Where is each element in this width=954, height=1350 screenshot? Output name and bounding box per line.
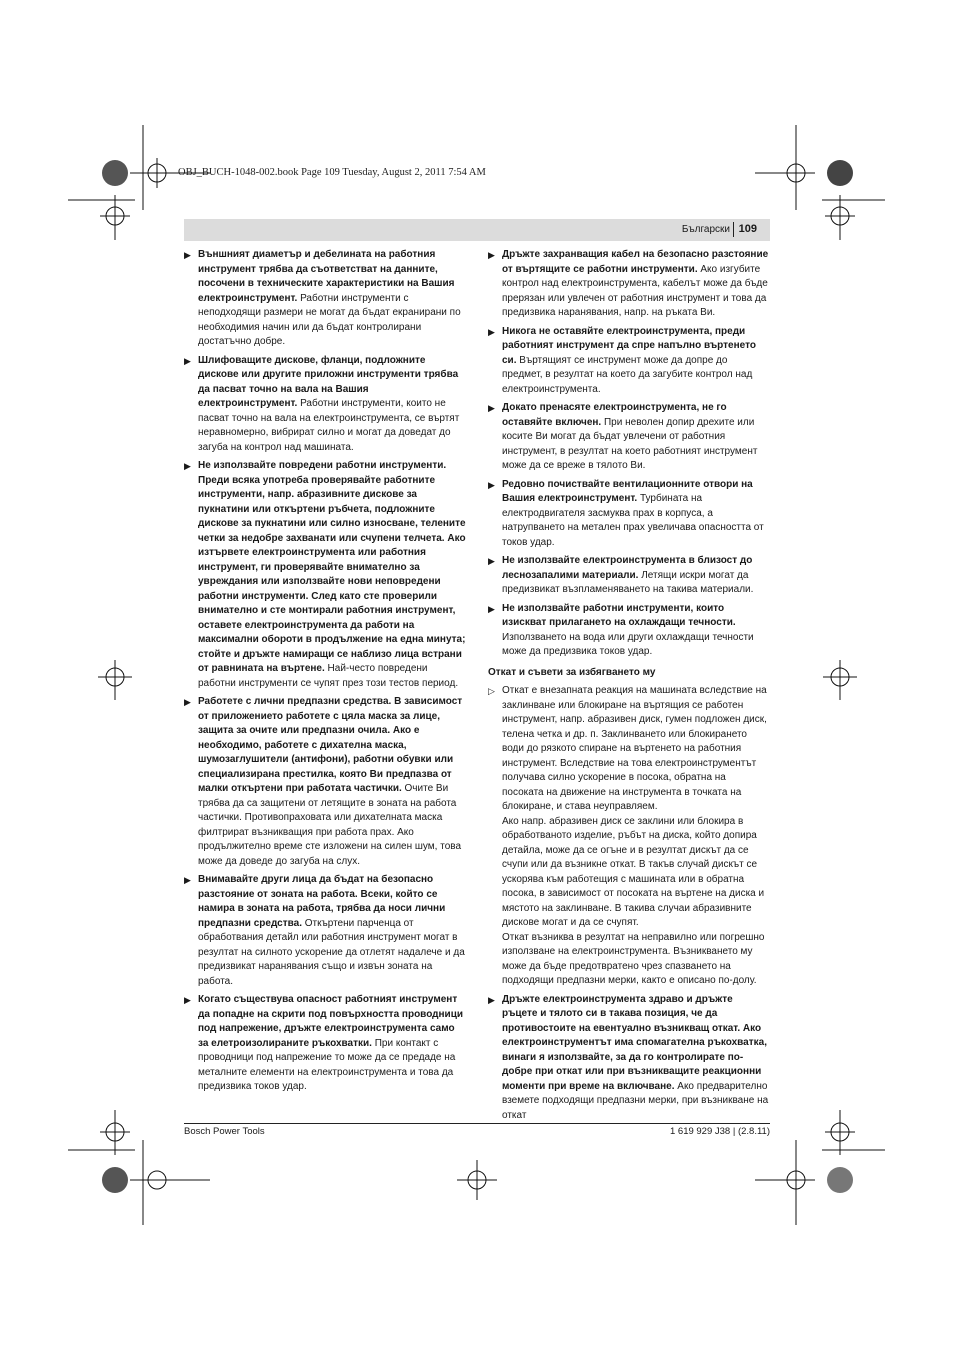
bullet-triangle-icon: ▶ (488, 603, 495, 614)
safety-item (488, 478, 770, 551)
page-header-bar (184, 219, 770, 241)
kickback-paragraph: Откат е внезапната реакция на машината вследствие на заклинване или блокиране на въртящия се работен инструмент, напр. абразивен диск, гумен подложен диск, телена четка и др. п. Заклинването или блокирането води до рязкото спиране на въртенето на работния инструмент. Вследствие на това електроинструментът получава силно ускорение в посока, обратна на посоката на движение на инструмента в точката на блокиране, и става неуправляем. (502, 685, 767, 812)
kickback-item (488, 684, 770, 989)
item-bold: Внимавайте други лица да бъдат на безопасно разстояние от зоната на работа. Всеки, който се намира в зоната на работа, трябва да носи лични предпазни средства. (198, 874, 446, 929)
item-text: Летящи искри могат да предизвикат възпламеняването на такива материали. (502, 569, 754, 595)
item-text: Ако изгубите контрол над електроинструмента, кабелът може да бъде прерязан или увлечен от работния инструмент и това да предизвика наранявания, напр. на ръката Ви. (502, 263, 768, 318)
item-text: Работни инструменти, които не пасват точно на вала на електроинструмента, се въртят неравномерно, вибрират силно и могат да доведат до загуба на контрол над машината. (198, 398, 460, 453)
bullet-triangle-icon: ▶ (184, 355, 191, 366)
item-bold: Работете с лични предпазни средства. В зависимост от приложението работете с цяла маска за лице, защита за очите или предпазни очила. Ако е необходимо, работете с дихателна маска, шумозаглушители (антифони), работни обувки или специализирана престилка, която Ви предпазва от малки откъртени при работата частички. (198, 696, 463, 794)
header-separator (733, 222, 734, 237)
safety-item (488, 554, 770, 598)
bullet-triangle-outline-icon: ▷ (488, 686, 495, 696)
page-number: 109 (738, 223, 757, 235)
item-text: При неволен допир дрехите или косите Ви могат да бъдат увлечени от работния инструмент, в резултат на което работният инструмент може да се вреже в тялото Ви. (502, 416, 758, 471)
footer-rule (184, 1123, 770, 1124)
item-bold: Дръжте захранващия кабел на безопасно разстояние от въртящите се работни инструменти. (502, 249, 769, 275)
bullet-triangle-icon: ▶ (488, 479, 495, 490)
right-column (488, 248, 770, 1127)
safety-item (184, 993, 466, 1095)
safety-item (184, 695, 466, 869)
item-bold: Когато съществува опасност работният инструмент да попадне на скрити под повърхността проводници под напрежение, дръжте електроинструмента само за елетроизолираните ръкохватки. (198, 994, 463, 1049)
footer-brand: Bosch Power Tools (184, 1126, 265, 1137)
safety-item (184, 873, 466, 989)
safety-item (488, 248, 770, 321)
item-bold: Шлифоващите дискове, фланци, подложните дискове или другите приложни инструменти трябва да пасват точно на вала на Вашия електроинструмент. (198, 354, 459, 409)
kickback-paragraph: Ако напр. абразивен диск се заклини или блокира в обработваното изделие, ръбът на диска, който допира детайла, може да се огъне и в резултат дискът да се счупи или да възникне откат. В такъв случай дискът се ускорява към работещия с машината или в обратна посока, в зависимост от посоката на въртене на диска и мястото на заклинване. В такива случаи абразивните дискове могат и да се счупят. (502, 815, 765, 928)
item-bold: Външният диаметър и дебелината на работния инструмент трябва да съответстват на данните, посочени в техническите характеристики на Вашия електроинструмент. (198, 249, 455, 304)
bullet-triangle-icon: ▶ (184, 461, 191, 471)
safety-item (184, 354, 466, 456)
item-bold: Редовно почиствайте вентилационните отвори на Вашия електроинструмент. (502, 478, 753, 504)
item-text: Въртящият се инструмент може да допре до предмет, в резултат на което да загубите контрол над електроинструмента. (502, 354, 753, 395)
safety-item (488, 325, 770, 398)
item-text: Използването на вода или други охлаждащи течности може да предизвика токов удар. (502, 631, 754, 657)
item-bold: Не използвайте работни инструменти, които изискват прилагането на охлаждащи течности. (502, 602, 736, 628)
item-bold: Дръжте електроинструмента здраво и дръжте ръцете и тялото си в такава позиция, че да противостоите на евентуално възникващ откат. Ако електроинструментът има спомагателна ръкохватка, винаги я използвайте, за да го контролирате по-добре при откат или при възникващите реакционни моменти при време на включване. (502, 993, 767, 1092)
safety-item (184, 459, 466, 691)
bullet-triangle-icon: ▶ (488, 556, 495, 566)
bullet-triangle-icon: ▶ (184, 875, 191, 885)
kickback-paragraph: Откат възниква в резултат на неправилно или погрешно използване на електроинструмента. Възникването му може да бъде предотвратено чрез спазването на подходящи предпазни мерки, както е описано по-долу. (502, 931, 765, 986)
left-column (184, 248, 466, 1099)
bullet-triangle-icon: ▶ (488, 326, 495, 337)
print-header: OBJ_BUCH-1048-002.book Page 109 Tuesday, August 2, 2011 7:54 AM (178, 167, 486, 178)
item-bold: Докато пренасяте електроинструмента, не го оставяйте включен. (502, 402, 727, 428)
safety-item (488, 602, 770, 660)
bullet-triangle-icon: ▶ (488, 994, 495, 1005)
bullet-triangle-icon: ▶ (184, 995, 191, 1005)
item-bold: Никога не оставяйте електроинструмента, преди работният инструмент да спре напълно въртенето си. (502, 325, 756, 366)
item-text: При контакт с проводници под напрежение то може да се предаде на металните елементи на електроинструмента и това да предизвика токов удар. (198, 1037, 456, 1092)
bullet-triangle-icon: ▶ (488, 250, 495, 260)
safety-item (184, 248, 466, 350)
item-text: Очите Ви трябва да са защитени от летящите в зоната на работа частички. Противопраховата или дихателната маска филтрират възникващия при работа прах. Ако продължително време сте изложени на силен шум, това може да доведе до загуба на слух. (198, 783, 462, 867)
item-text: Ако предварително вземете подходящи предпазни мерки, при възникване на откат (502, 1080, 769, 1121)
safety-item (488, 993, 770, 1124)
bullet-triangle-icon: ▶ (184, 697, 191, 707)
item-text: Турбината на електродвигателя засмуква прах в корпуса, а натрупването на метален прах увеличава опасността от токов удар. (502, 493, 764, 548)
item-text: Откъртени парченца от обработвания детайл или работния инструмент могат в резултат на силното ускорение да отлетят надалече и да предизвикат наранявания също и извън зоната на работа. (198, 917, 465, 987)
item-text: Най-често повредени работни инструменти се чупят през този тестов период. (198, 663, 459, 689)
bullet-triangle-icon: ▶ (184, 250, 191, 260)
language-label: Български (681, 224, 730, 235)
section-subheading: Откат и съвети за избягването му (488, 666, 656, 678)
safety-item (488, 401, 770, 474)
item-text: Работни инструменти с неподходящи размери не могат да бъдат екранирани по необходимия начин или да бъдат контролирани достатъчно добре. (198, 292, 461, 347)
item-bold: Не използвайте електроинструмента в близост до леснозапалими материали. (502, 555, 753, 581)
item-bold: Не използвайте повредени работни инструменти. Преди всяка употреба проверявайте работните инструменти, напр. абразивните дискове за пукнатини или откъртени ръбчета, подложните дискове за пукнатини или силно износване, телените четки за недобре захванати или счупени телчета. Ако изтървете електроинструмента или работния инструмент, ги проверявайте внимателно за увреждания или използвайте нови неповредени работни инструменти. След като сте проверили внимателно и сте монтирали работния инструмент, оставете електроинструмента да работи на максимални обороти в продължение на една минута; стойте и дръжте намиращи се наблизо лица встрани от равнината на въртене. (198, 460, 466, 674)
bullet-triangle-icon: ▶ (488, 403, 495, 413)
footer-doc-code: 1 619 929 J38 | (2.8.11) (669, 1126, 770, 1137)
